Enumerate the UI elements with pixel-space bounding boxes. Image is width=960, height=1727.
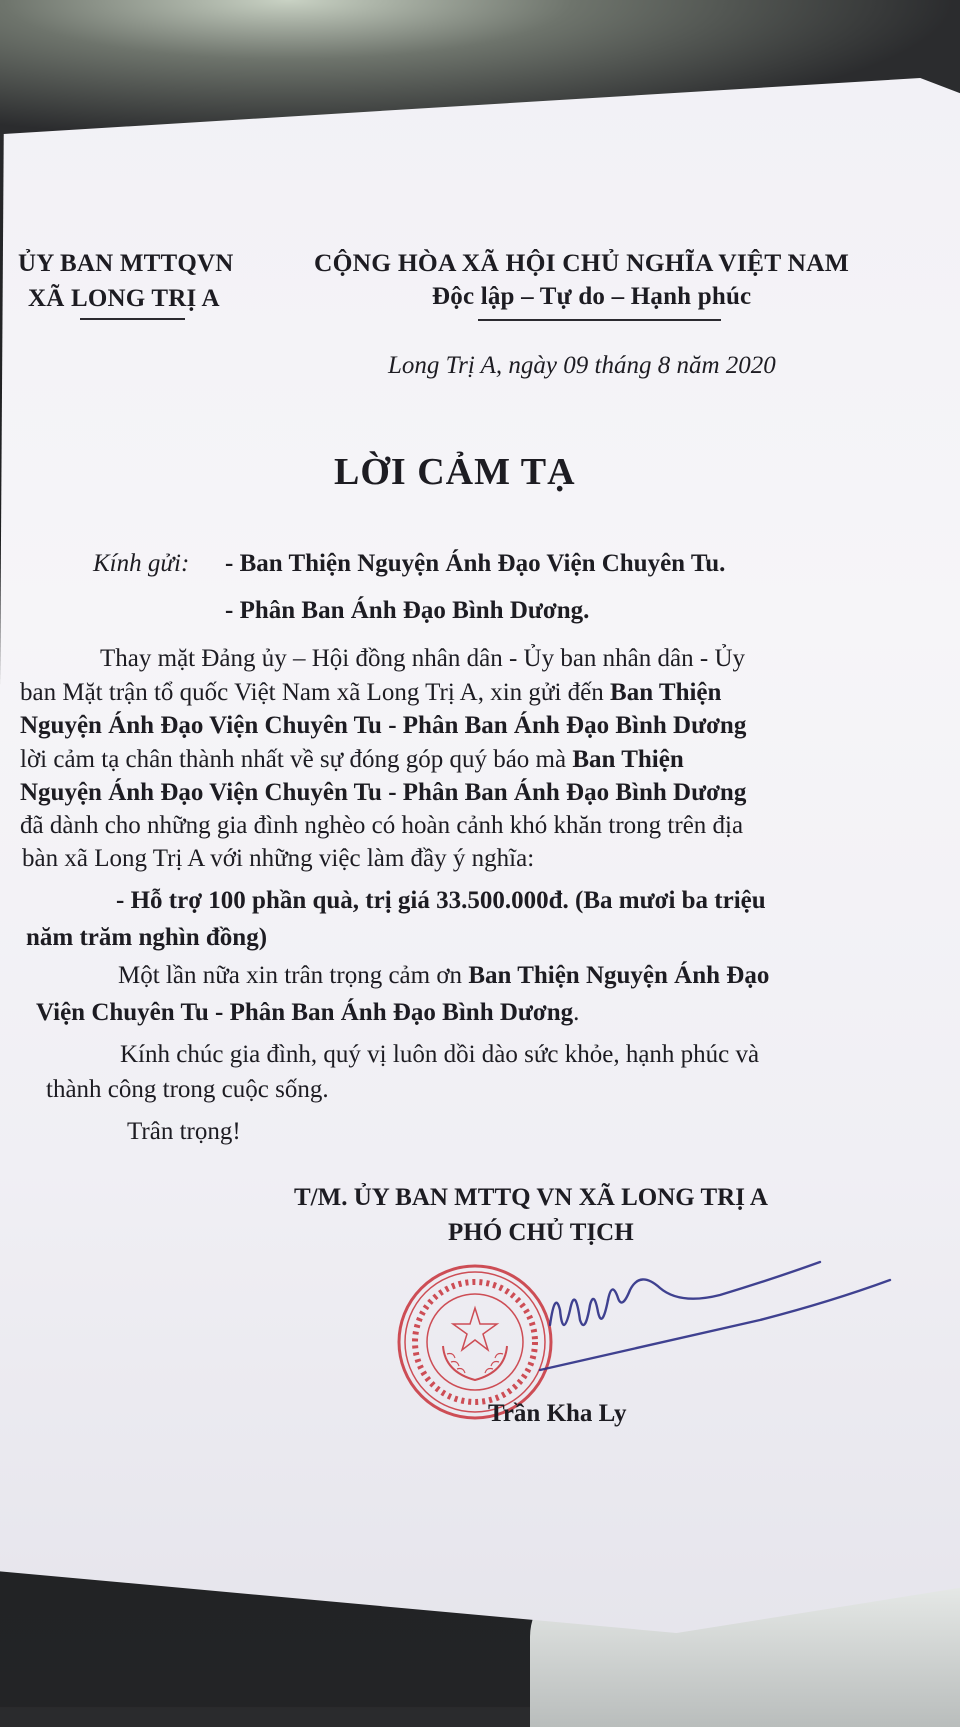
- org-underline: [80, 318, 185, 320]
- recipient-label: Kính gửi:: [93, 550, 190, 577]
- recipient-line2: - Phân Ban Ánh Đạo Bình Dương.: [225, 597, 590, 624]
- org-name-line1: ỦY BAN MTTQVN: [18, 250, 234, 277]
- body-paragraph1-line1: Thay mặt Đảng ủy – Hội đồng nhân dân - Ủy ban nhân dân - Ủy: [100, 645, 745, 672]
- signatory-name: Trần Kha Ly: [488, 1400, 627, 1427]
- body-paragraph1-line2: [20, 676, 721, 709]
- signature-role: PHÓ CHỦ TỊCH: [448, 1219, 634, 1246]
- handwritten-signature: [530, 1250, 910, 1390]
- recipient-line1: - Ban Thiện Nguyện Ánh Đạo Viện Chuyên Tu.: [225, 550, 726, 577]
- support-line1: - Hỗ trợ 100 phần quà, trị giá 33.500.000đ. (Ba mươi ba triệu: [116, 887, 766, 914]
- support-line2: năm trăm nghìn đồng): [26, 924, 268, 951]
- body-paragraph1-line7: bàn xã Long Trị A với những việc làm đầy ý nghĩa:: [22, 845, 535, 872]
- page-title: LỜI CẢM TẠ: [334, 451, 576, 493]
- text-normal: Một lần nữa xin trân trọng cảm ơn: [118, 962, 463, 989]
- date-line: Long Trị A, ngày 09 tháng 8 năm 2020: [388, 352, 776, 379]
- org-name-line2: XÃ LONG TRỊ A: [28, 285, 220, 312]
- text-bold: Viện Chuyên Tu - Phân Ban Ánh Đạo Bình Dương: [36, 999, 574, 1026]
- closing-text: Trân trọng!: [127, 1118, 241, 1145]
- body-paragraph1-line6: đã dành cho những gia đình nghèo có hoàn cảnh khó khăn trong trên địa: [20, 812, 744, 839]
- motto-underline: [478, 319, 721, 321]
- body-paragraph2-line2: [36, 996, 579, 1029]
- text-bold: Ban Thiện: [610, 679, 722, 706]
- body-paragraph1-line4: [20, 743, 684, 776]
- body-paragraph3-line2: thành công trong cuộc sống.: [46, 1076, 329, 1103]
- text-bold: Ban Thiện Nguyện Ánh Đạo: [468, 962, 770, 989]
- body-paragraph1-line5: Nguyện Ánh Đạo Viện Chuyên Tu - Phân Ban Ánh Đạo Bình Dương: [20, 779, 747, 806]
- text-normal: ban Mặt trận tổ quốc Việt Nam xã Long Trị A, xin gửi đến: [20, 679, 604, 706]
- body-paragraph1-line3: Nguyện Ánh Đạo Viện Chuyên Tu - Phân Ban Ánh Đạo Bình Dương: [20, 712, 747, 739]
- nation-motto: Độc lập – Tự do – Hạnh phúc: [432, 283, 752, 310]
- body-paragraph3-line1: Kính chúc gia đình, quý vị luôn dồi dào sức khỏe, hạnh phúc và: [120, 1041, 760, 1068]
- text-bold: Ban Thiện: [572, 746, 684, 773]
- text-normal: .: [573, 999, 580, 1026]
- nation-title: CỘNG HÒA XÃ HỘI CHỦ NGHĨA VIỆT NAM: [314, 248, 850, 277]
- body-paragraph2-line1: [118, 959, 769, 992]
- text-normal: lời cảm tạ chân thành nhất về sự đóng góp quý báo mà: [20, 746, 567, 773]
- signature-org: T/M. ỦY BAN MTTQ VN XÃ LONG TRỊ A: [294, 1184, 768, 1211]
